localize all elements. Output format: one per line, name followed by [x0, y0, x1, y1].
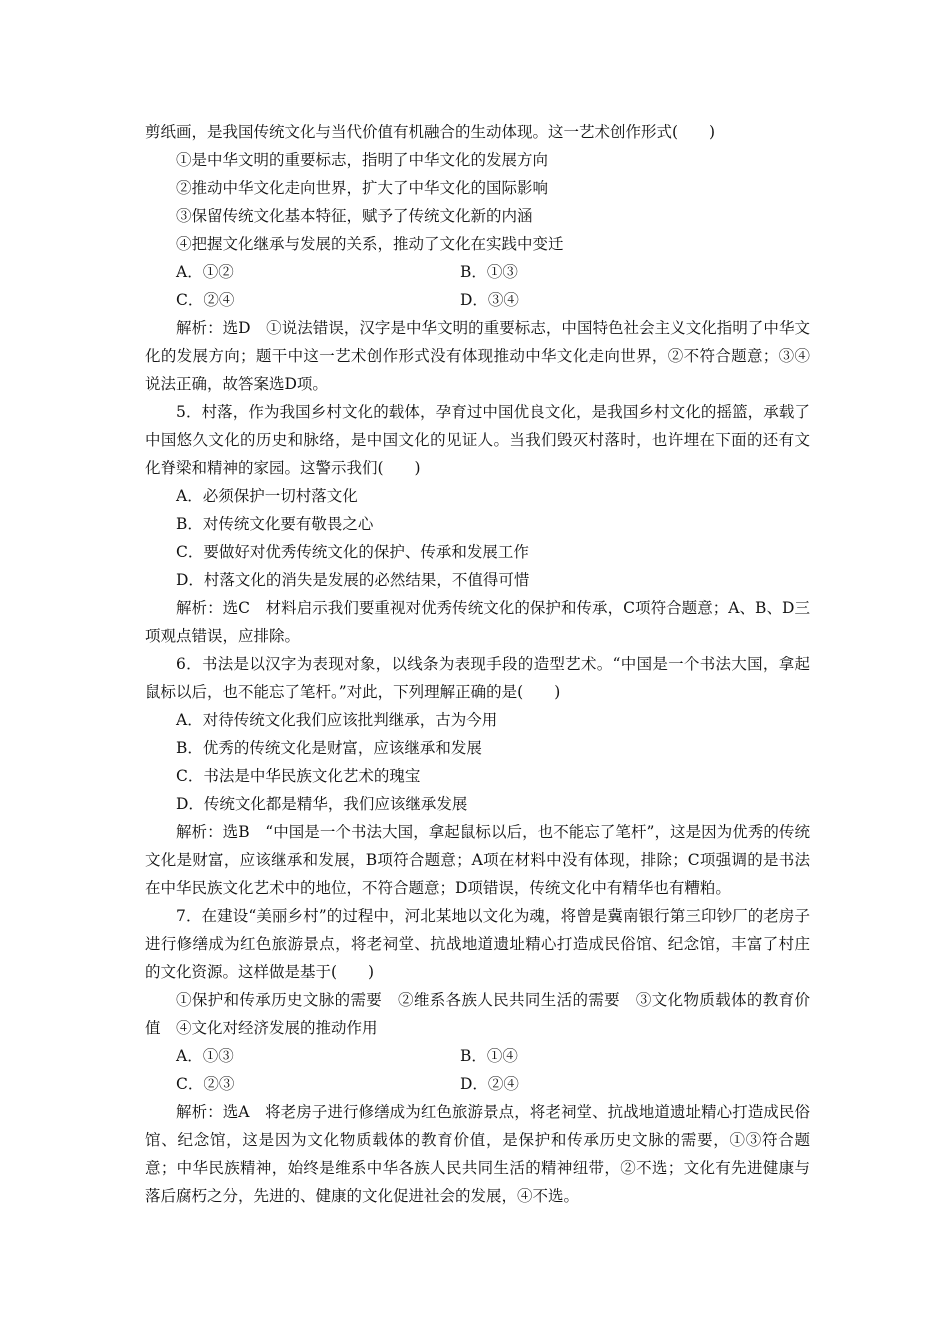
- q4-item-4: ④把握文化继承与发展的关系，推动了文化在实践中变迁: [176, 235, 564, 253]
- q5-option-b: B．对传统文化要有敬畏之心: [176, 515, 374, 533]
- q7-option-b: B．①④: [460, 1047, 518, 1065]
- q4-item-3: ③保留传统文化基本特征，赋予了传统文化新的内涵: [176, 207, 533, 225]
- q6-option-c: C．书法是中华民族文化艺术的瑰宝: [176, 767, 421, 785]
- q7-options-row-2: [145, 1070, 810, 1098]
- q7-option-a: A．①③: [176, 1047, 234, 1065]
- q4-item-2: ②推动中华文化走向世界，扩大了中华文化的国际影响: [176, 179, 549, 197]
- q5-option-d: D．村落文化的消失是发展的必然结果，不值得可惜: [176, 571, 530, 589]
- q4-option-c: C．②④: [176, 291, 235, 309]
- q6-stem: 6．书法是以汉字为表现对象，以线条为表现手段的造型艺术。“中国是一个书法大国，拿起鼠标以后，也不能忘了笔杆。”对此，下列理解正确的是( ): [145, 655, 810, 701]
- q4-item-1: ①是中华文明的重要标志，指明了中华文化的发展方向: [176, 151, 549, 169]
- q6-option-d: D．传统文化都是精华，我们应该继承发展: [176, 795, 468, 813]
- q7-option-c: C．②③: [176, 1075, 235, 1093]
- q4-option-d: D．③④: [460, 291, 519, 309]
- q6-option-a: A．对待传统文化我们应该批判继承，古为今用: [176, 711, 498, 729]
- q4-options-row-1: [145, 258, 810, 286]
- q6-option-b: B．优秀的传统文化是财富，应该继承和发展: [176, 739, 482, 757]
- q7-option-d: D．②④: [460, 1075, 519, 1093]
- q5-analysis: 解析：选C 材料启示我们要重视对优秀传统文化的保护和传承，C项符合题意；A、B、D三项观点错误，应排除。: [145, 599, 810, 645]
- q7-items: ①保护和传承历史文脉的需要 ②维系各族人民共同生活的需要 ③文化物质载体的教育价值 ④文化对经济发展的推动作用: [145, 991, 810, 1037]
- q4-analysis: 解析：选D ①说法错误，汉字是中华文明的重要标志，中国特色社会主义文化指明了中华文化的发展方向；题干中这一艺术创作形式没有体现推动中华文化走向世界，②不符合题意；③④说法正确，故答案选D项。: [145, 319, 810, 393]
- q7-stem: 7．在建设“美丽乡村”的过程中，河北某地以文化为魂，将曾是冀南银行第三印钞厂的老房子进行修缮成为红色旅游景点，将老祠堂、抗战地道遗址精心打造成民俗馆、纪念馆，丰富了村庄的文化资源。这样做是基于( ): [145, 907, 810, 981]
- q7-options-row-1: [145, 1042, 810, 1070]
- q5-stem: 5．村落，作为我国乡村文化的载体，孕育过中国优良文化，是我国乡村文化的摇篮，承载了中国悠久文化的历史和脉络，是中国文化的见证人。当我们毁灭村落时，也许埋在下面的还有文化脊梁和精神的家园。这警示我们( ): [145, 403, 810, 477]
- document-page: [145, 118, 810, 1210]
- q4-options-row-2: [145, 286, 810, 314]
- q4-option-a: A．①②: [176, 263, 234, 281]
- q6-analysis: 解析：选B “中国是一个书法大国，拿起鼠标以后，也不能忘了笔杆”，这是因为优秀的传统文化是财富，应该继承和发展，B项符合题意；A项在材料中没有体现，排除；C项强调的是书法在中华民族文化艺术中的地位，不符合题意；D项错误，传统文化中有精华也有糟粕。: [145, 823, 810, 897]
- q4-stem-tail: 剪纸画，是我国传统文化与当代价值有机融合的生动体现。这一艺术创作形式( ): [145, 123, 716, 141]
- q5-option-c: C．要做好对优秀传统文化的保护、传承和发展工作: [176, 543, 529, 561]
- q4-option-b: B．①③: [460, 263, 518, 281]
- q5-option-a: A．必须保护一切村落文化: [176, 487, 358, 505]
- q7-analysis: 解析：选A 将老房子进行修缮成为红色旅游景点，将老祠堂、抗战地道遗址精心打造成民俗馆、纪念馆，这是因为文化物质载体的教育价值，是保护和传承历史文脉的需要，①③符合题意；中华民族精神，始终是维系中华各族人民共同生活的精神纽带，②不选；文化有先进健康与落后腐朽之分，先进的、健康的文化促进社会的发展，④不选。: [145, 1103, 810, 1205]
